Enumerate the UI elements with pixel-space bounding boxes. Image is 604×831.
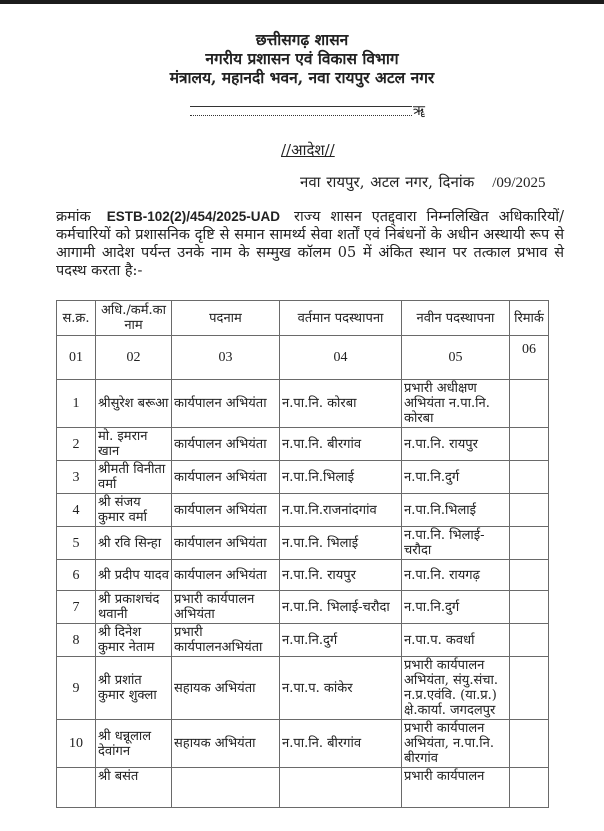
cell-name: श्री प्रदीप यादव [96,560,172,591]
cell-name: श्री धन्नूलाल देवांगन [96,720,172,768]
cell-new-posting: प्रभारी कार्यपालन [402,768,510,808]
cell-name: श्री दिनेश कुमार नेताम [96,624,172,657]
colno-5: 05 [402,336,510,380]
cell-sno: 3 [57,461,96,494]
cell-current-posting: न.पा.नि. बीरगांव [280,428,402,461]
cell-remark [510,428,549,461]
order-date: /09/2025 [492,175,546,191]
cell-remark [510,527,549,560]
govt-name: छत्तीसगढ़ शासन [255,30,349,49]
cell-new-posting: न.पा.नि.दुर्ग [402,591,510,624]
cell-new-posting: प्रभारी कार्यपालन अभियंता, संयु.संचा. न.प्र.एवंवि. (या.प्र.) क्षे.कार्या. जगदलपुर [402,657,510,720]
colno-4: 04 [280,336,402,380]
cell-remark [510,768,549,808]
cell-designation: कार्यपालन अभियंता [172,527,280,560]
cell-sno: 5 [57,527,96,560]
cell-current-posting: न.पा.नि.दुर्ग [280,624,402,657]
cell-name: मो. इमरान खान [96,428,172,461]
divider-ornament-icon: ॠ [413,103,425,119]
header-designation: पदनाम [172,301,280,336]
cell-remark [510,624,549,657]
order-paragraph [56,208,564,280]
cell-remark [510,380,549,428]
header-divider [190,106,412,116]
table-header-row [57,301,549,336]
table-row [57,560,549,591]
cell-current-posting: न.पा.नि.राजनांदगांव [280,494,402,527]
table-row [57,494,549,527]
order-title: //आदेश// [281,141,335,159]
header-remark: रिमार्क [510,301,549,336]
cell-designation: सहायक अभियंता [172,657,280,720]
table-row [57,591,549,624]
cell-name: श्रीसुरेश बरूआ [96,380,172,428]
office-address: मंत्रालय, महानदी भवन, नवा रायपुर अटल नगर [169,68,435,87]
header-sno: स.क्र. [57,301,96,336]
cell-sno: 9 [57,657,96,720]
ref-prefix: क्रमांक [56,209,91,225]
order-dateline [300,172,546,192]
department-name: नगरीय प्रशासन एवं विकास विभाग [205,49,399,68]
colno-6: 06 [510,336,549,380]
cell-name: श्रीमती विनीता वर्मा [96,461,172,494]
cell-new-posting: प्रभारी अधीक्षण अभियंता न.पा.नि. कोरबा [402,380,510,428]
cell-remark [510,461,549,494]
cell-current-posting: न.पा.नि.भिलाई [280,461,402,494]
cell-designation: सहायक अभियंता [172,720,280,768]
cell-name: श्री संजय कुमार वर्मा [96,494,172,527]
header-name: अधि./कर्म.का नाम [96,301,172,336]
cell-remark [510,494,549,527]
cell-name: श्री प्रकाशचंद थवानी [96,591,172,624]
cell-designation: कार्यपालन अभियंता [172,428,280,461]
table-row [57,428,549,461]
reference-number: ESTB-102(2)/454/2025-UAD [106,209,281,224]
colno-2: 02 [96,336,172,380]
table-row [57,624,549,657]
cell-designation: प्रभारी कार्यपालन अभियंता [172,591,280,624]
cell-new-posting: न.पा.प. कवर्धा [402,624,510,657]
table-row [57,461,549,494]
transfer-table [56,300,549,808]
table-row [57,768,549,808]
cell-sno: 1 [57,380,96,428]
cell-new-posting: न.पा.नि. भिलाई-चरौदा [402,527,510,560]
cell-designation: कार्यपालन अभियंता [172,560,280,591]
cell-designation [172,768,280,808]
cell-remark [510,560,549,591]
header-new-posting: नवीन पदस्थापना [402,301,510,336]
top-border [0,0,604,4]
cell-new-posting: न.पा.नि. रायगढ़ [402,560,510,591]
cell-remark [510,591,549,624]
cell-new-posting: प्रभारी कार्यपालन अभियंता, न.पा.नि. बीरगांव [402,720,510,768]
cell-current-posting [280,768,402,808]
cell-current-posting: न.पा.नि. भिलाई [280,527,402,560]
cell-current-posting: न.पा.प. कांकेर [280,657,402,720]
cell-sno: 2 [57,428,96,461]
cell-sno: 8 [57,624,96,657]
table-row [57,527,549,560]
table-row [57,720,549,768]
cell-designation: कार्यपालन अभियंता [172,461,280,494]
cell-sno: 7 [57,591,96,624]
cell-name: श्री रवि सिन्हा [96,527,172,560]
order-place: नवा रायपुर, अटल नगर, दिनांक [300,173,475,191]
table-row [57,380,549,428]
letterhead [0,30,604,87]
cell-sno [57,768,96,808]
cell-designation: कार्यपालन अभियंता [172,380,280,428]
cell-name: श्री बसंत [96,768,172,808]
cell-new-posting: न.पा.नि.भिलाई [402,494,510,527]
colno-1: 01 [57,336,96,380]
cell-new-posting: न.पा.नि.दुर्ग [402,461,510,494]
cell-name: श्री प्रशांत कुमार शुक्ला [96,657,172,720]
cell-sno: 10 [57,720,96,768]
cell-current-posting: न.पा.नि. भिलाई-चरौदा [280,591,402,624]
cell-current-posting: न.पा.नि. रायपुर [280,560,402,591]
cell-sno: 4 [57,494,96,527]
header-current-posting: वर्तमान पदस्थापना [280,301,402,336]
table-row [57,657,549,720]
cell-current-posting: न.पा.नि. कोरबा [280,380,402,428]
colno-3: 03 [172,336,280,380]
cell-remark [510,657,549,720]
cell-current-posting: न.पा.नि. बीरगांव [280,720,402,768]
cell-designation: प्रभारी कार्यपालनअभियंता [172,624,280,657]
cell-sno: 6 [57,560,96,591]
cell-remark [510,720,549,768]
cell-designation: कार्यपालन अभियंता [172,494,280,527]
order-body-text: राज्य शासन एतद्द्वारा निम्नलिखित अधिकारियों/कर्मचारियों को प्रशासनिक दृष्टि से समान सामर्थ्य सेवा शर्तों एवं निबंधनों के अधीन अस्थायी रूप से आगामी आदेश पर्यन्त उनके नाम के सम्मुख कॉलम 05 में अंकित स्थान पर तत्काल प्रभाव से पदस्थ करता है:- [56,209,564,279]
cell-new-posting: न.पा.नि. रायपुर [402,428,510,461]
column-number-row [57,336,549,380]
